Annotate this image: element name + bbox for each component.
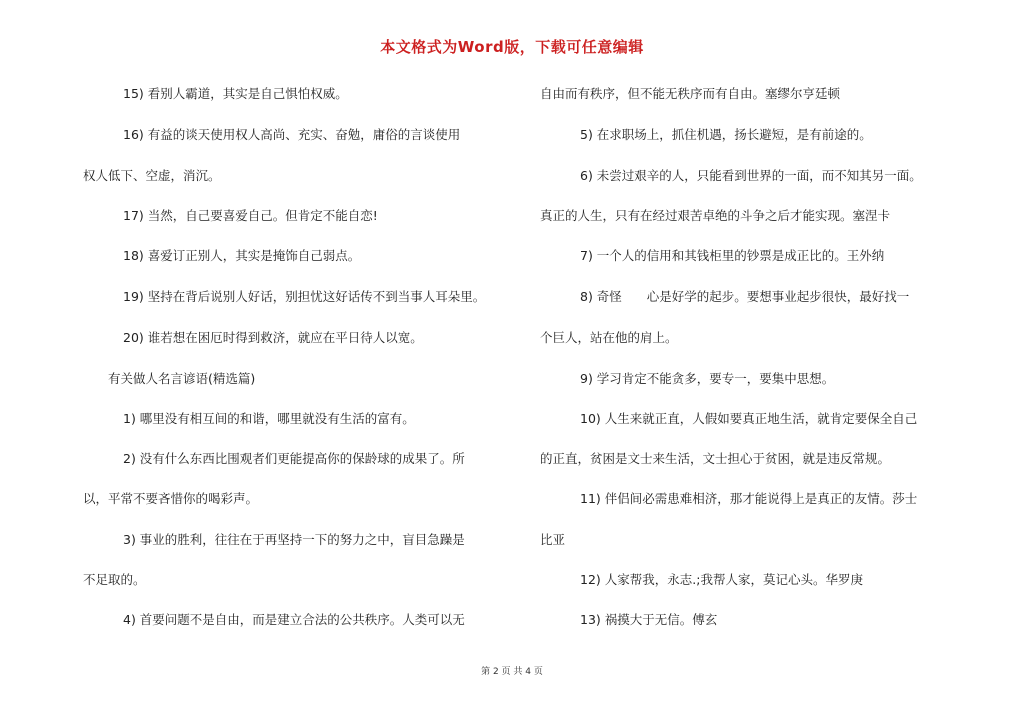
text-line: 5) 在求职场上，抓住机遇，扬长避短，是有前途的。 [580, 127, 872, 142]
text-line: 4) 首要问题不是自由，而是建立合法的公共秩序。人类可以无 [123, 612, 465, 627]
text-line: 的正直，贫困是文士来生活，文士担心于贫困，就是违反常规。 [540, 451, 891, 466]
text-line: 11) 伴侣间必需患难相济，那才能说得上是真正的友情。莎士 [580, 491, 918, 506]
text-line: 以，平常不要吝惜你的喝彩声。 [83, 491, 259, 506]
text-line: 15) 看别人霸道，其实是自己惧怕权威。 [123, 86, 348, 101]
text-line: 2) 没有什么东西比围观者们更能提高你的保龄球的成果了。所 [123, 451, 465, 466]
text-line: 8) 奇怪 心是好学的起步。要想事业起步很快，最好找一 [580, 289, 910, 304]
section-heading: 有关做人名言谚语(精选篇) [108, 371, 256, 386]
page-number-footer: 第 2 页 共 4 页 [481, 667, 543, 677]
text-line: 权人低下、空虚，消沉。 [83, 168, 221, 183]
text-line: 3) 事业的胜利，往往在于再坚持一下的努力之中，盲目急躁是 [123, 532, 465, 547]
text-line: 13) 祸摸大于无信。傅玄 [580, 612, 718, 627]
text-line: 17) 当然，自己要喜爱自己。但肯定不能自恋! [123, 208, 378, 223]
text-line: 个巨人，站在他的肩上。 [540, 330, 678, 345]
text-line: 不足取的。 [83, 572, 146, 587]
text-line: 10) 人生来就正直，人假如要真正地生活，就肯定要保全自己 [580, 411, 918, 426]
text-line: 真正的人生，只有在经过艰苦卓绝的斗争之后才能实现。塞涅卡 [540, 208, 891, 223]
text-line: 18) 喜爱订正别人，其实是掩饰自己弱点。 [123, 248, 361, 263]
text-line: 1) 哪里没有相互间的和谐，哪里就没有生活的富有。 [123, 411, 415, 426]
text-line: 9) 学习肯定不能贪多，要专一，要集中思想。 [580, 371, 835, 386]
text-line: 自由而有秩序，但不能无秩序而有自由。塞缪尔亨廷顿 [540, 86, 841, 101]
text-line: 16) 有益的谈天使用权人高尚、充实、奋勉，庸俗的言谈使用 [123, 127, 461, 142]
text-line: 比亚 [540, 532, 566, 547]
document-header-title: 本文格式为Word版，下载可任意编辑 [380, 38, 644, 56]
text-line: 20) 谁若想在困厄时得到救济，就应在平日待人以宽。 [123, 330, 423, 345]
text-line: 6) 未尝过艰辛的人，只能看到世界的一面，而不知其另一面。 [580, 168, 922, 183]
text-line: 7) 一个人的信用和其钱柜里的钞票是成正比的。王外纳 [580, 248, 885, 263]
text-line: 19) 坚持在背后说别人好话，别担忧这好话传不到当事人耳朵里。 [123, 289, 486, 304]
text-line: 12) 人家帮我，永志.;我帮人家，莫记心头。华罗庚 [580, 572, 863, 587]
